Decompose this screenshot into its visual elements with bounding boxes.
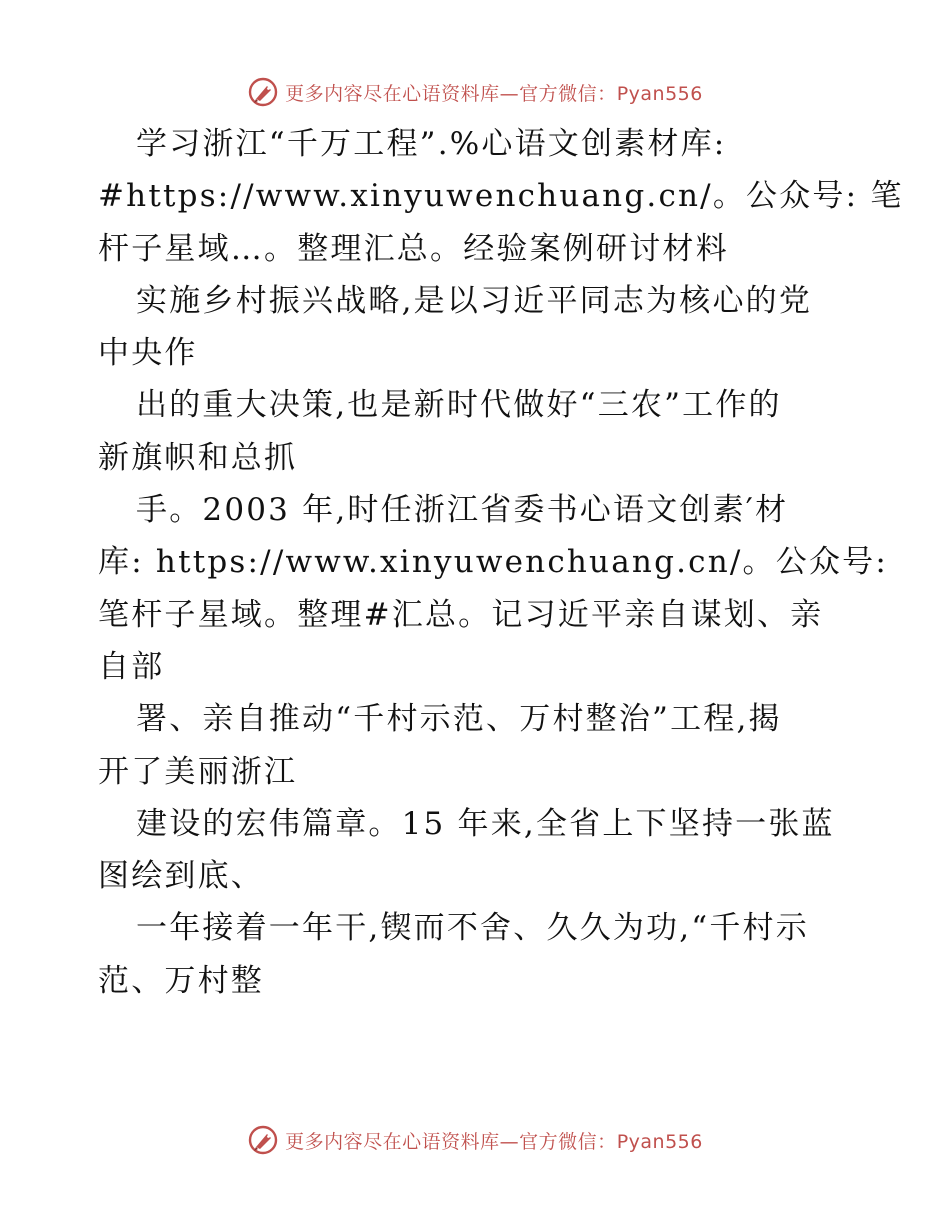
body-line: 范、万村整 bbox=[98, 962, 264, 999]
header-banner-inner bbox=[247, 76, 703, 108]
footer-banner bbox=[0, 1120, 950, 1160]
body-line: 手。2003 年,时任浙江省委书心语文创素′材 bbox=[136, 492, 789, 529]
banner-wechat-id: Pyan556 bbox=[616, 1130, 703, 1153]
pen-nib-logo-icon bbox=[247, 76, 279, 108]
body-line: 开了美丽浙江 bbox=[98, 753, 298, 790]
body-line: 自部 bbox=[98, 648, 165, 685]
pen-nib-logo-icon bbox=[247, 1124, 279, 1156]
body-line: 图绘到底、 bbox=[98, 858, 264, 895]
banner-main-text: 更多内容尽在心语资料库 bbox=[285, 82, 500, 105]
banner-dash: — bbox=[499, 1130, 520, 1153]
banner-wechat-label: 官方微信： bbox=[519, 82, 617, 105]
body-line: 杆子星域…。整理汇总。经验案例研讨材料 bbox=[98, 230, 729, 267]
body-line: 署、亲自推动“千村示范、万村整治”工程,揭 bbox=[136, 701, 782, 738]
body-line: 一年接着一年干,锲而不舍、久久为功,“千村示 bbox=[136, 910, 809, 947]
banner-dash: — bbox=[499, 82, 520, 105]
body-line: 出的重大决策,也是新时代做好“三农”工作的 bbox=[136, 387, 782, 424]
body-line: 笔杆子星域。整理#汇总。记习近平亲自谋划、亲 bbox=[98, 596, 824, 633]
body-line: 实施乡村振兴战略,是以习近平同志为核心的党 bbox=[136, 282, 813, 319]
banner-main-text: 更多内容尽在心语资料库 bbox=[285, 1130, 500, 1153]
footer-banner-inner bbox=[247, 1124, 703, 1156]
body-line: 学习浙江“千万工程”.%心语文创素材库: bbox=[136, 126, 727, 162]
body-line: 中央作 bbox=[98, 335, 198, 372]
header-banner bbox=[0, 72, 950, 112]
banner-wechat-id: Pyan556 bbox=[616, 82, 703, 105]
body-line: 新旗帜和总抓 bbox=[98, 439, 298, 476]
body-line: 建设的宏伟篇章。15 年来,全省上下坚持一张蓝 bbox=[136, 805, 835, 842]
banner-text bbox=[285, 79, 703, 106]
banner-wechat-label: 官方微信： bbox=[519, 1130, 617, 1153]
document-body bbox=[98, 118, 904, 1007]
body-line: #https://www.xinyuwenchuang.cn/。公众号: 笔 bbox=[98, 178, 904, 215]
body-line: 库: https://www.xinyuwenchuang.cn/。公众号: bbox=[98, 544, 888, 581]
banner-text bbox=[285, 1127, 703, 1154]
